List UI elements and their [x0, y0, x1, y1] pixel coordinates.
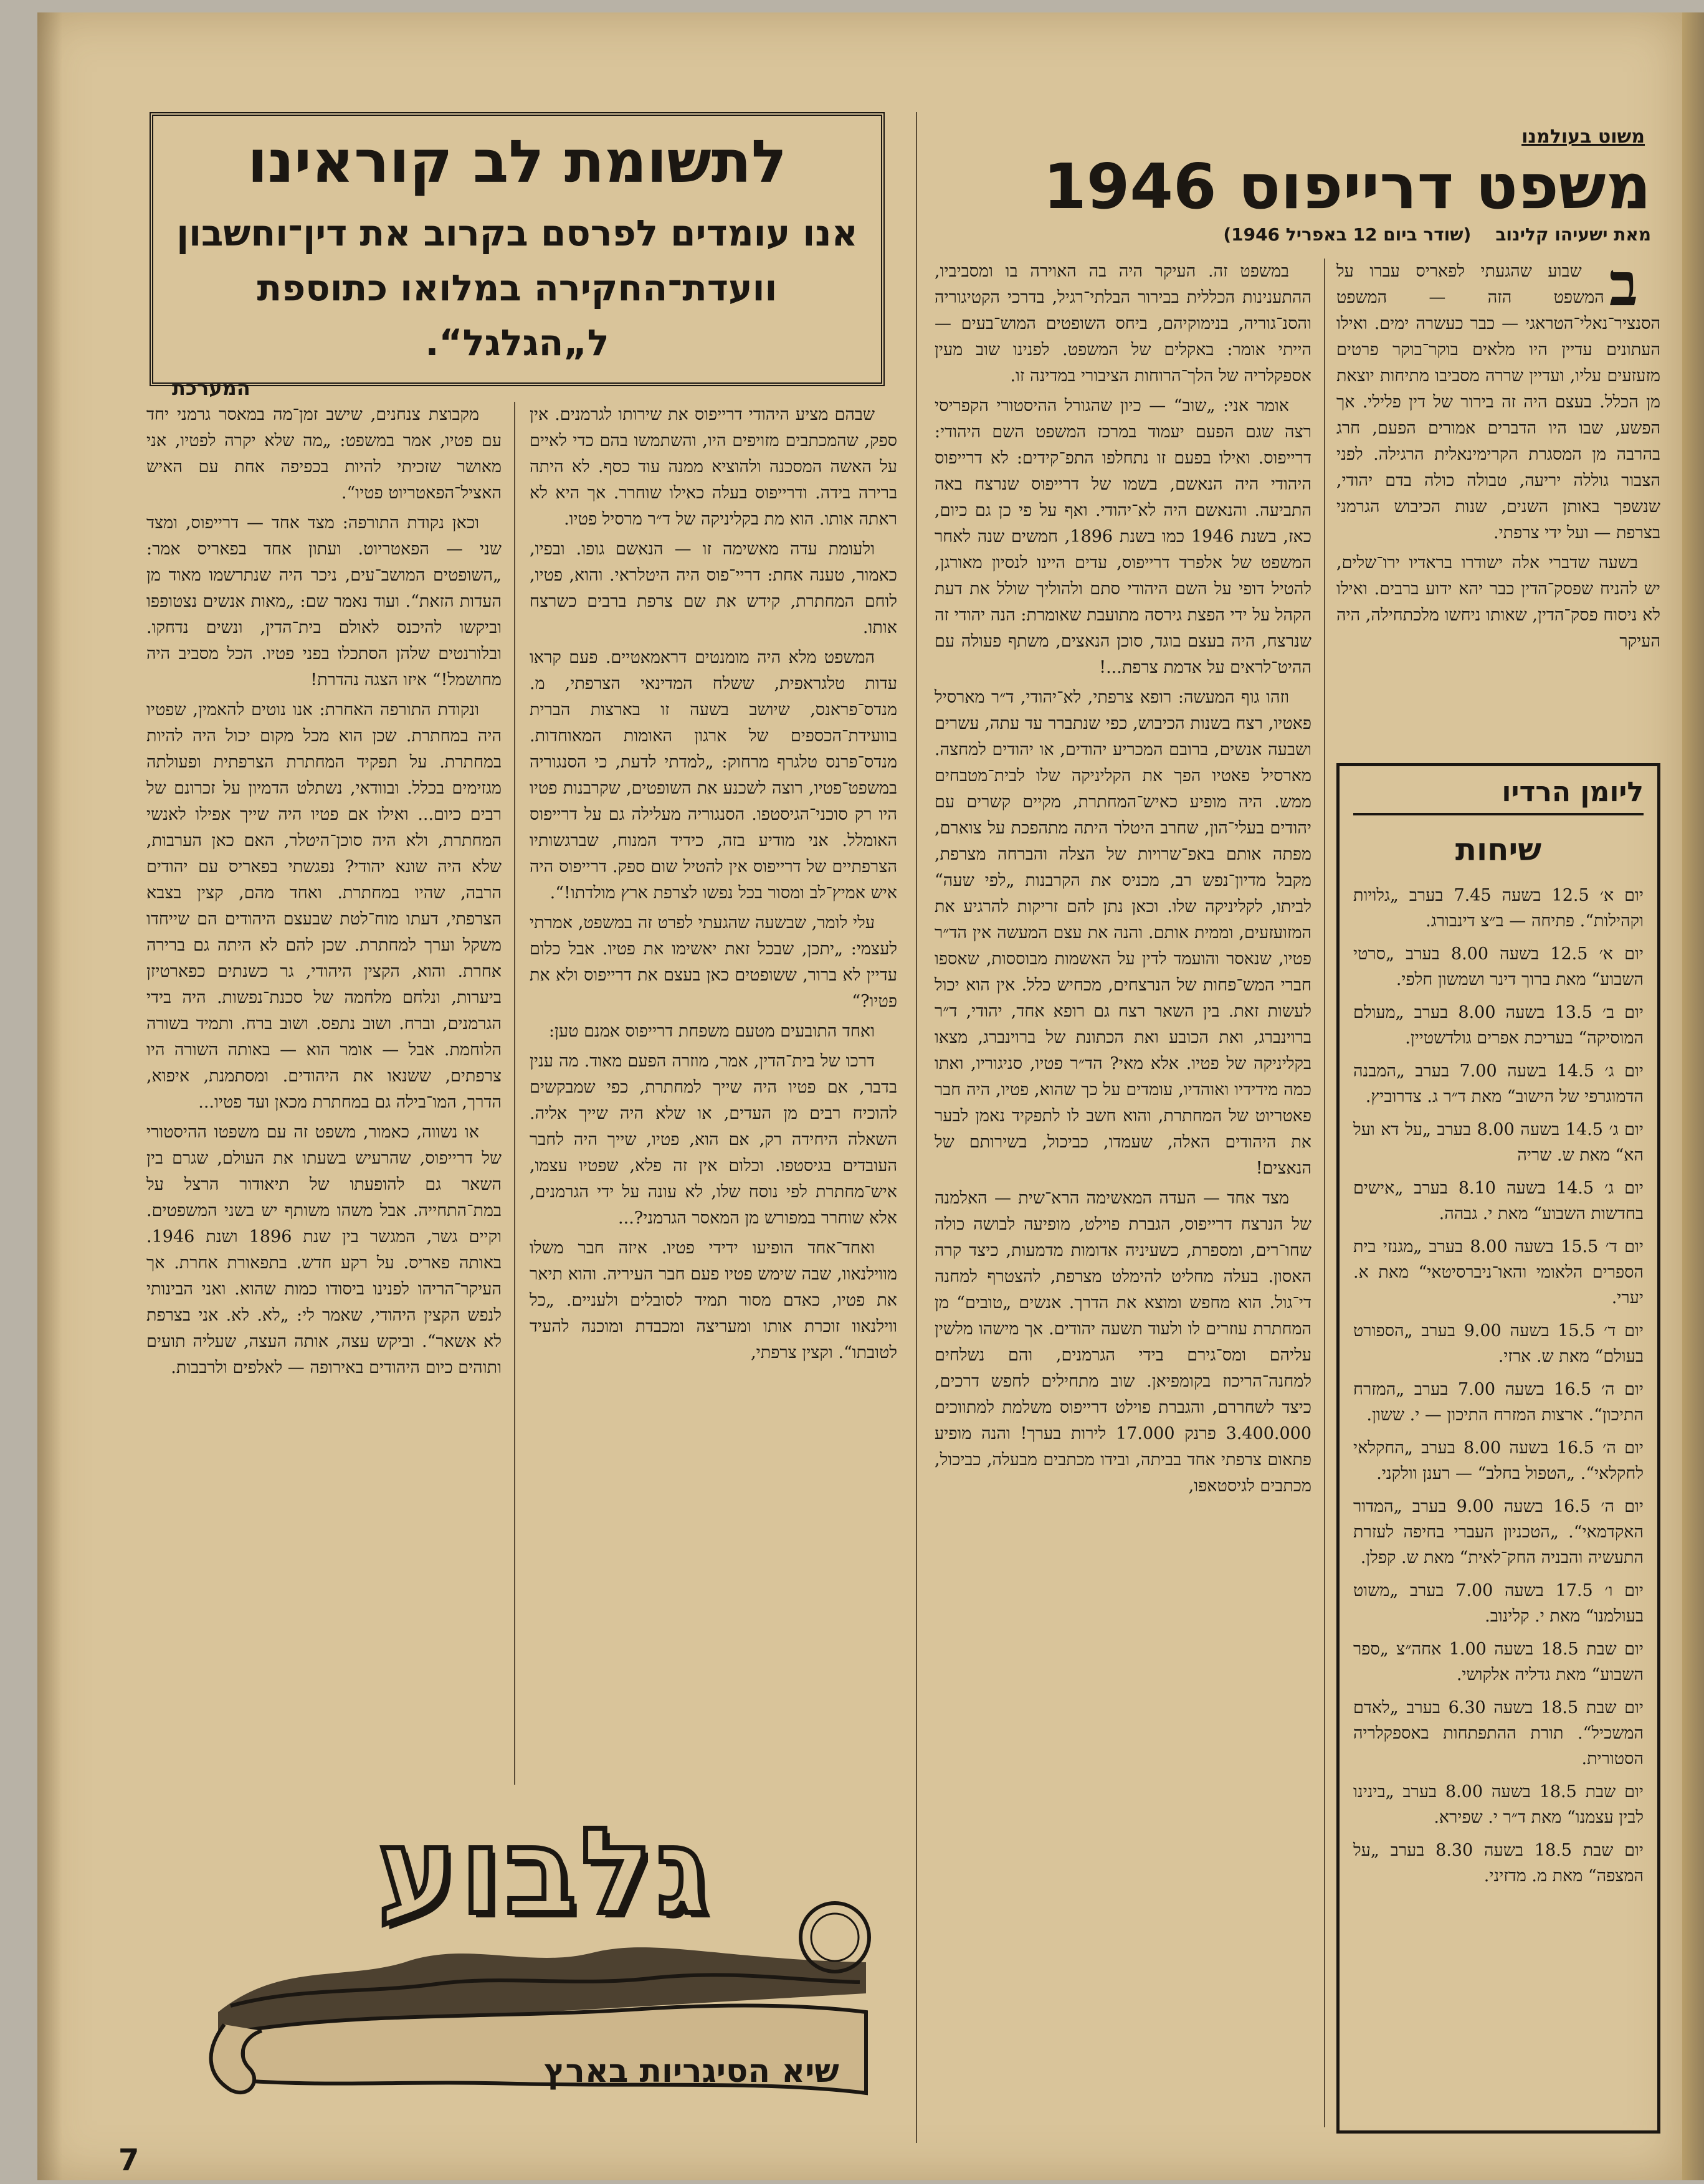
article-paragraph: או נשווה, כאמור, משפט זה עם משפטו ההיסטורי של דרייפוס, שהרעיש בשעתו את העולם, שגרם בין השאר גם להופעתו של תיאודור הרצל על במת־התחייה. אבל משהו משותף יש בשני המשפטים. וקיים גשר, המגשר בין שנת 1896 ושנת 1946. באותה פאריס. על רקע חדש. בתפאורת אחרת. אך העיקר־הריהו לפנינו ביסודו כמות שהוא. ואני הבינותי לנפש הקצין היהודי, שאמר לי: „לא. לא. אני בצרפת לא אשאר“. וביקש עצה, אותה העצה, שעליה תועים ותוהים כיום היהודים באירופה — לאלפים ולרבבות.: [146, 1123, 502, 1377]
radio-header: ליומן הרדיו: [1353, 776, 1644, 815]
radio-listing: יום ג׳ 14.5 בשעה 8.10 בערב „אישים בחדשות השבוע“ מאת י. גבהה.: [1353, 1179, 1644, 1223]
gilboa-cigarette-ad: [206, 1803, 885, 2099]
column-rule: [916, 112, 917, 2143]
article-paragraph: עלי לומר, שבשעה שהגעתי לפרט זה במשפט, אמרתי לעצמי: „יתכן, שבכל זאת יאשימו את פטיו. אבל כלום עדיין לא ברור, ששופטים כאן בעצם את דרייפוס ולא את פטיו?“: [530, 913, 897, 1011]
article-paragraph: במשפט זה. העיקר היה בה האוירה בו ומסביביו, ההתענינות הכללית בבירור הבלתי־רגיל, בדרכי הקטיגוריה והסנ־גוריה, בנימוקיהם, ביחס השופטים המוש־בעים — הייתי אומר: באקלים של המשפט. לפנינו שוב מעין אספקלריה של הלך־הרוחות הציבורי במדינה זו.: [935, 262, 1311, 386]
radio-listing: יום ג׳ 14.5 בשעה 8.00 בערב „על דא ועל הא“ מאת ש. שריה: [1353, 1120, 1644, 1165]
article-paragraph: בשבוע שהגעתי לפאריס עברו על המשפט הזה — המשפט הסנציר־נאלי־הטראגי — כבר כעשרה ימים. ואילו העתונים עדיין היו מלאים בוקר־בוקר פרטים מזעזעים עליו, ועדיין שררה מסביבו מתיחות יוצאת מן הכלל. בעצם היה זה בירור של דין פלילי. אך הפשע, שבו היו הדברים אמורים הפעם, חרג בהרבה מן המסגרת הקרימינאלית הרגילה. לפני הצבור גוללה יריעה, טבולה כולה בדם יהודי, שנשפך באותן השנים, שנות הכיבוש הגרמני בצרפת — ועל ידי צרפתי.: [1336, 249, 1660, 543]
radio-listing: יום ד׳ 15.5 בשעה 8.00 בערב „מגנזי בית הספרים הלאומי והאו־ניברסיטאי“ מאת א. יערי.: [1353, 1237, 1644, 1308]
page-number: 7: [118, 2143, 140, 2178]
article-paragraph: ולעומת עדה מאשימה זו — הנאשם גופו. ובפיו, כאמור, טענה אחת: דריי־פוס היה היטלראי. והוא, פטיו, לוחם המחתרת, קידש את שם צרפת ברבים כשרצח אותו.: [530, 539, 897, 637]
article-column-3: [530, 402, 897, 1797]
section-tag: משוט בעולמנו: [1521, 126, 1645, 148]
notice-signature: המערכת: [172, 376, 250, 400]
radio-listing: יום שבת 18.5 בשעה 1.00 אחה״צ „ספר השבוע“ מאת גדליה אלקושי.: [1353, 1640, 1644, 1684]
article-paragraph: מקבוצת צנחנים, שישב זמן־מה במאסר גרמני יחד עם פטיו, אמר במשפט: „מה שלא יקרה לפטיו, אני מאושר שזכיתי להיות בכפיפה אחת עם האיש האציל־הפאטריוט פטיו“.: [146, 405, 502, 503]
article-byline: [947, 224, 1651, 245]
column-rule: [1324, 259, 1325, 2127]
radio-listing: יום ב׳ 13.5 בשעה 8.00 בערב „מעולם המוסיקה“ בעריכת אפרים גולדשטיין.: [1353, 1003, 1644, 1048]
radio-listing: יום א׳ 12.5 בשעה 8.00 בערב „סרטי השבוע“ מאת ברוך דינר ושמשון חלפי.: [1353, 944, 1644, 989]
article-title: משפט דרייפוס 1946: [1043, 150, 1651, 223]
article-column-2: [935, 259, 1311, 2152]
article-paragraph: דרכו של בית־הדין, אמר, מוזרה הפעם מאוד. מה ענין בדבר, אם פטיו היה שייך למחתרת, כפי שמבקשים להוכיח רבים מן העדים, או שלא היה שייך אליה. השאלה היחידה רק, אם הוא, פטיו, שייך היה לחבר העובדים בגיסטפו. וכלום אין זה פלא, שפטיו עצמו, איש־מחתרת לפי נוסח שלו, לא עונה על ידי הגרמנים, אלא שוחרר במפורש מן המאסר הגרמני?...: [530, 1052, 897, 1228]
ad-brand: גלבוע: [378, 1803, 713, 1940]
author: מאת ישעיהו קלינוב: [1495, 224, 1651, 245]
radio-listing: יום ה׳ 16.5 בשעה 9.00 בערב „המדור האקדמאי“. „הטכניון העברי בחיפה לעזרת התעשיה והבניה החק־לאית“ מאת ש. קפלן.: [1353, 1497, 1644, 1567]
article-paragraph: וכאן נקודת התורפה: מצד אחד — דרייפוס, ומצד שני — הפאטריוט. ועתון אחד בפאריס אמר: „השופטים המושב־עים, ניכר היה שנתרשמו מאוד מן העדות הזאת“. ועוד נאמר שם: „מאות אנשים נצטופפו וביקשו להיכנס לאולם בית־הדין, ונשים נדחקו. ובלורנטים שלהן הסתכלו בפני פטיו. הכל מסביב היה מחושמל!“ איזו הצגה נהדרת!: [146, 513, 502, 690]
radio-listing: יום ה׳ 16.5 בשעה 8.00 בערב „החקלאי לחקלאי“. „הטפול בחלב“ — רענן וולקני.: [1353, 1438, 1644, 1483]
radio-listing: יום ה׳ 16.5 בשעה 7.00 בערב „המזרח התיכון“. ארצות המזרח התיכון — י. ששון.: [1353, 1380, 1644, 1425]
newspaper-page: [37, 12, 1682, 2180]
notice-title: לתשומת לב קוראינו: [247, 128, 787, 196]
article-paragraph: מצד אחד — העדה המאשימה הרא־שית — האלמנה של הנרצח דרייפוס, הגברת פוילט, מופיעה לבושה כולה שחו־רים, ומספרת, כשעיניה אדומות מדמעות, כיצד קרה האסון. בעלה מחליט להימלט מצרפת, להצטרף למחנה די־גול. הוא מחפש ומוצא את הדרך. אנשים „טובים“ מן המחתרת עוזרים לו ולעוד תשעה יהודים. אך מישהו מלשין עליהם ומס־גירם בידי הגרמנים, והם נשלחים למחנה־הריכוז בקומפיאן. שוב מתחילים לחפש דרכים, כיצד לשחררם, והגברת פוילט דרייפוס משלמת למתווכים 3.400.000 פרנק 17.000 לירות בערך! והנה מופיע פתאום צרפתי אחד בביתה, ובידו מכתבים מבעלה, כביכול, מכתבים לגיסטאפו,: [935, 1189, 1311, 1496]
radio-listing: יום שבת 18.5 בשעה 6.30 בערב „לאדם המשכיל“. תורת ההתפתחות באספקלריה הסטורית.: [1353, 1698, 1644, 1769]
broadcast-note: (שודר ביום 12 באפריל 1946): [1223, 224, 1472, 245]
radio-listing: יום ד׳ 15.5 בשעה 9.00 בערב „הספורט בעולם“ מאת ש. ארזי.: [1353, 1321, 1644, 1366]
article-paragraph: ונקודת התורפה האחרת: אנו נוטים להאמין, שפטיו היה במחתרת. שכן הוא מכל מקום יכול היה להיות במחתרת. על תפקיד המחתרת הצרפתית ופעולתה מגזימים בכלל. ובוודאי, נשתלט הדמיון על זכרונם של רבים כיום... ואילו אם פטיו היה שייך אפילו לאנשי המחתרת, ולא היה סוכן־היטלר, האם כאן הערבות, שלא היה שונא יהודי? נפגשתי בפאריס עם יהודים הרבה, שהיו במחתרת. ואחד מהם, קצין בצבא הצרפתי, דעתו מוח־לטת שבעצם היהודים הם שייחדו משקל וערך למחתרת. שכן להם לא היתה גם ברירה אחרת. והוא, הקצין היהודי, גר כשנתים כפארטיזן ביערות, ונלחם מלחמה של סכנת־נפשות. היה בידי הגרמנים, וברח. ושוב נתפס. ושוב ברח. ותמיד בשורה הלוחמת. אבל — אומר הוא — באותה השורה היו צרפתים, ששנאו את היהודים. ומסתמנת, איפוא, הדרך, המו־בילה גם במחתרת מכאן ועד פטיו...: [146, 700, 502, 1112]
radio-listing: יום שבת 18.5 בשעה 8.30 בערב „על המצפה“ מאת מ. מדזיני.: [1353, 1841, 1644, 1886]
article-paragraph: אומר אני: „שוב“ — כיון שהגורל ההיסטורי הקפריסי רצה שגם הפעם יעמוד במרכז המשפט השם היהודי: דרייפוס. ואילו בפעם זו נתחלפו התפ־קידים: לא דרייפוס היהודי היה הנאשם, בשמו של דרייפוס שנרצח באה התביעה. והנאשם היה לא־יהודי. ואף על פי כן גם כיום, כאז, בשנת 1946 כמו בשנת 1896, חמשים שנה לאחר המשפט של אלפרד דרייפוס, עדים היינו לנסיון מאורגן, להטיל דופי על השם היהודי סתם ולהוליך שולל את דעת הקהל על ידי הפצת גירסה מתועבת שאומרת: הנה יהודי זה שנרצח, היה בעצם בוגד, סוכן הנאצים, משתף פעולה עם ההיט־לראים על אדמת צרפת...!: [935, 396, 1312, 677]
column-rule: [514, 402, 515, 1785]
readers-notice-box: [150, 112, 885, 400]
page-fold: [1682, 12, 1704, 2180]
article-paragraph: ואחד־אחד הופיעו ידידי פטיו. איזה חבר משלו מווילנאוו, שבה שימש פטיו פעם חבר העיריה. והוא תיאר את פטיו, כאדם מסור תמיד לסובלים ולעניים. „כל ווילנאוו זוכרת אותו ומעריצה ומכבדת ומוכנה להעיד לטובתו“. וקצין צרפתי,: [530, 1238, 897, 1362]
radio-listing: יום שבת 18.5 בשעה 8.00 בערב „בינינו לבין עצמנו“ מאת ד״ר י. שפירא.: [1353, 1782, 1644, 1827]
article-paragraph: שבהם מציע היהודי דרייפוס את שירותו לגרמנים. אין ספק, שהמכתבים מזויפים היו, והשתמשו בהם כדי לאיים על האשה המסכנה ולהוציא ממנה עוד כסף. לא היתה ברירה בידה. ודרייפוס בעלה כאילו שוחרר. אך היא לא ראתה אותו. הוא מת בקליניקה של ד״ר מרסיל פטיו.: [530, 405, 897, 529]
radio-listing: יום ו׳ 17.5 בשעה 7.00 בערב „משוט בעולמנו“ מאת י. קלינוב.: [1353, 1581, 1644, 1626]
article-column-4: [146, 402, 502, 1797]
page-shadow: [37, 12, 62, 2180]
radio-schedule-box: [1336, 763, 1660, 2134]
article-paragraph: וזהו גוף המעשה: רופא צרפתי, לא־יהודי, ד״ר מארסיל פאטיו, רצח בשנות הכיבוש, כפי שנתברר עד עתה, עשרים ושבעה אנשים, ברובם המכריע יהודים, או יהודים למחצה. מארסיל פאטיו הפך את הקליניקה שלו לבית־מטבחים ממש. היה מופיע כאיש־המחתרת, מקיים קשרים עם יהודים בעלי־הון, שחרב היטלר היתה מתהפכת על צוארם, מפתה אותם באפ־שרויות של הצלה והברחה מצרפת, מקבל מדיון־נפש רב, מכניס את הקרבנות „לפי שעה“ לביתו, לקליניקה שלו. וכאן נתן להם זריקות להרגיע את המזועזעים, וממית אותם. והנה את עצם המעשה אין הד״ר פטיו, שנאסר והועמד לדין על האשמות מבוססות, שאספו חברי המש־פחות של הנרצחים, מכחיש כלל. אין הוא יכול לעשות זאת. בין השאר רצח גם רופא אחד, יהודי, ד״ר ברוינברג, ואת הכובע ואת הכתונת של ברוינברג, מצאו בקליניקה של פטיו. אלא מאי? הד״ר פטיו, סניגוריו, ואתו כמה מידידיו ואוהדיו, עומדים על כך שהוא, פטיו, היה חבר פאטריוט של המחתרת, והוא חשב לו לתפקיד נאמן לבער את היהודים האלה, שעמדו, כביכול, בשירותם של הנאצים!: [935, 688, 1312, 1178]
notice-body: אנו עומדים לפרסם בקרוב את דין־וחשבון וועדת־החקירה במלואו כתוספת ל„הגלגל“.: [176, 212, 858, 364]
radio-listing: יום א׳ 12.5 בשעה 7.45 בערב „גלויות וקהילות“. פתיחה — ב״צ דינבורג.: [1353, 886, 1644, 931]
article-column-1: [1336, 249, 1660, 757]
article-paragraph: המשפט מלא היה מומנטים דראמאטיים. פעם קראו עדות טלגראפית, ששלח המדינאי הצרפתי, מ. מנדס־פראנס, שיושב בשעה זו בארצות הברית בוועידת־הכספים של ארגון האומות המאוחדות. מנדס־פרנס טלגרף מרחוק: „למדתי לדעת, כי הסנגוריה במשפט־פטיו, רוצה לשכנע את השופטים, שקרבנות פטיו היו רק סוכני־הגיסטפו. הסנגוריה מעלילה גם על דרייפוס האומלל. אני מודיע בזה, כידיד המנוח, שברגשותיו הצרפתיים של דרייפוס אין להטיל שום ספק. דרייפוס היה איש אמיץ־לב ומסור בכל נפשו לצרפת ארץ מולדתו!“.: [530, 648, 897, 903]
article-paragraph: בשעה שדברי אלה ישודרו בראדיו ירו־שלים, יש להניח שפסק־הדין כבר יהא ידוע ברבים. ואילו לא ניסוח פסק־הדין, שאותו ניחשו מלכתחילה, היה העיקר: [1336, 553, 1660, 651]
radio-subheader: שיחות: [1455, 832, 1542, 868]
ad-slogan: שיא הסיגריות בארץ: [544, 2053, 839, 2090]
radio-listing: יום ג׳ 14.5 בשעה 7.00 בערב „המבנה הדמוגרפי של הישוב“ מאת ד״ר ג. צדרוביץ.: [1353, 1061, 1644, 1106]
article-paragraph: ואחד התובעים מטעם משפחת דרייפוס אמנם טען:: [548, 1022, 875, 1041]
